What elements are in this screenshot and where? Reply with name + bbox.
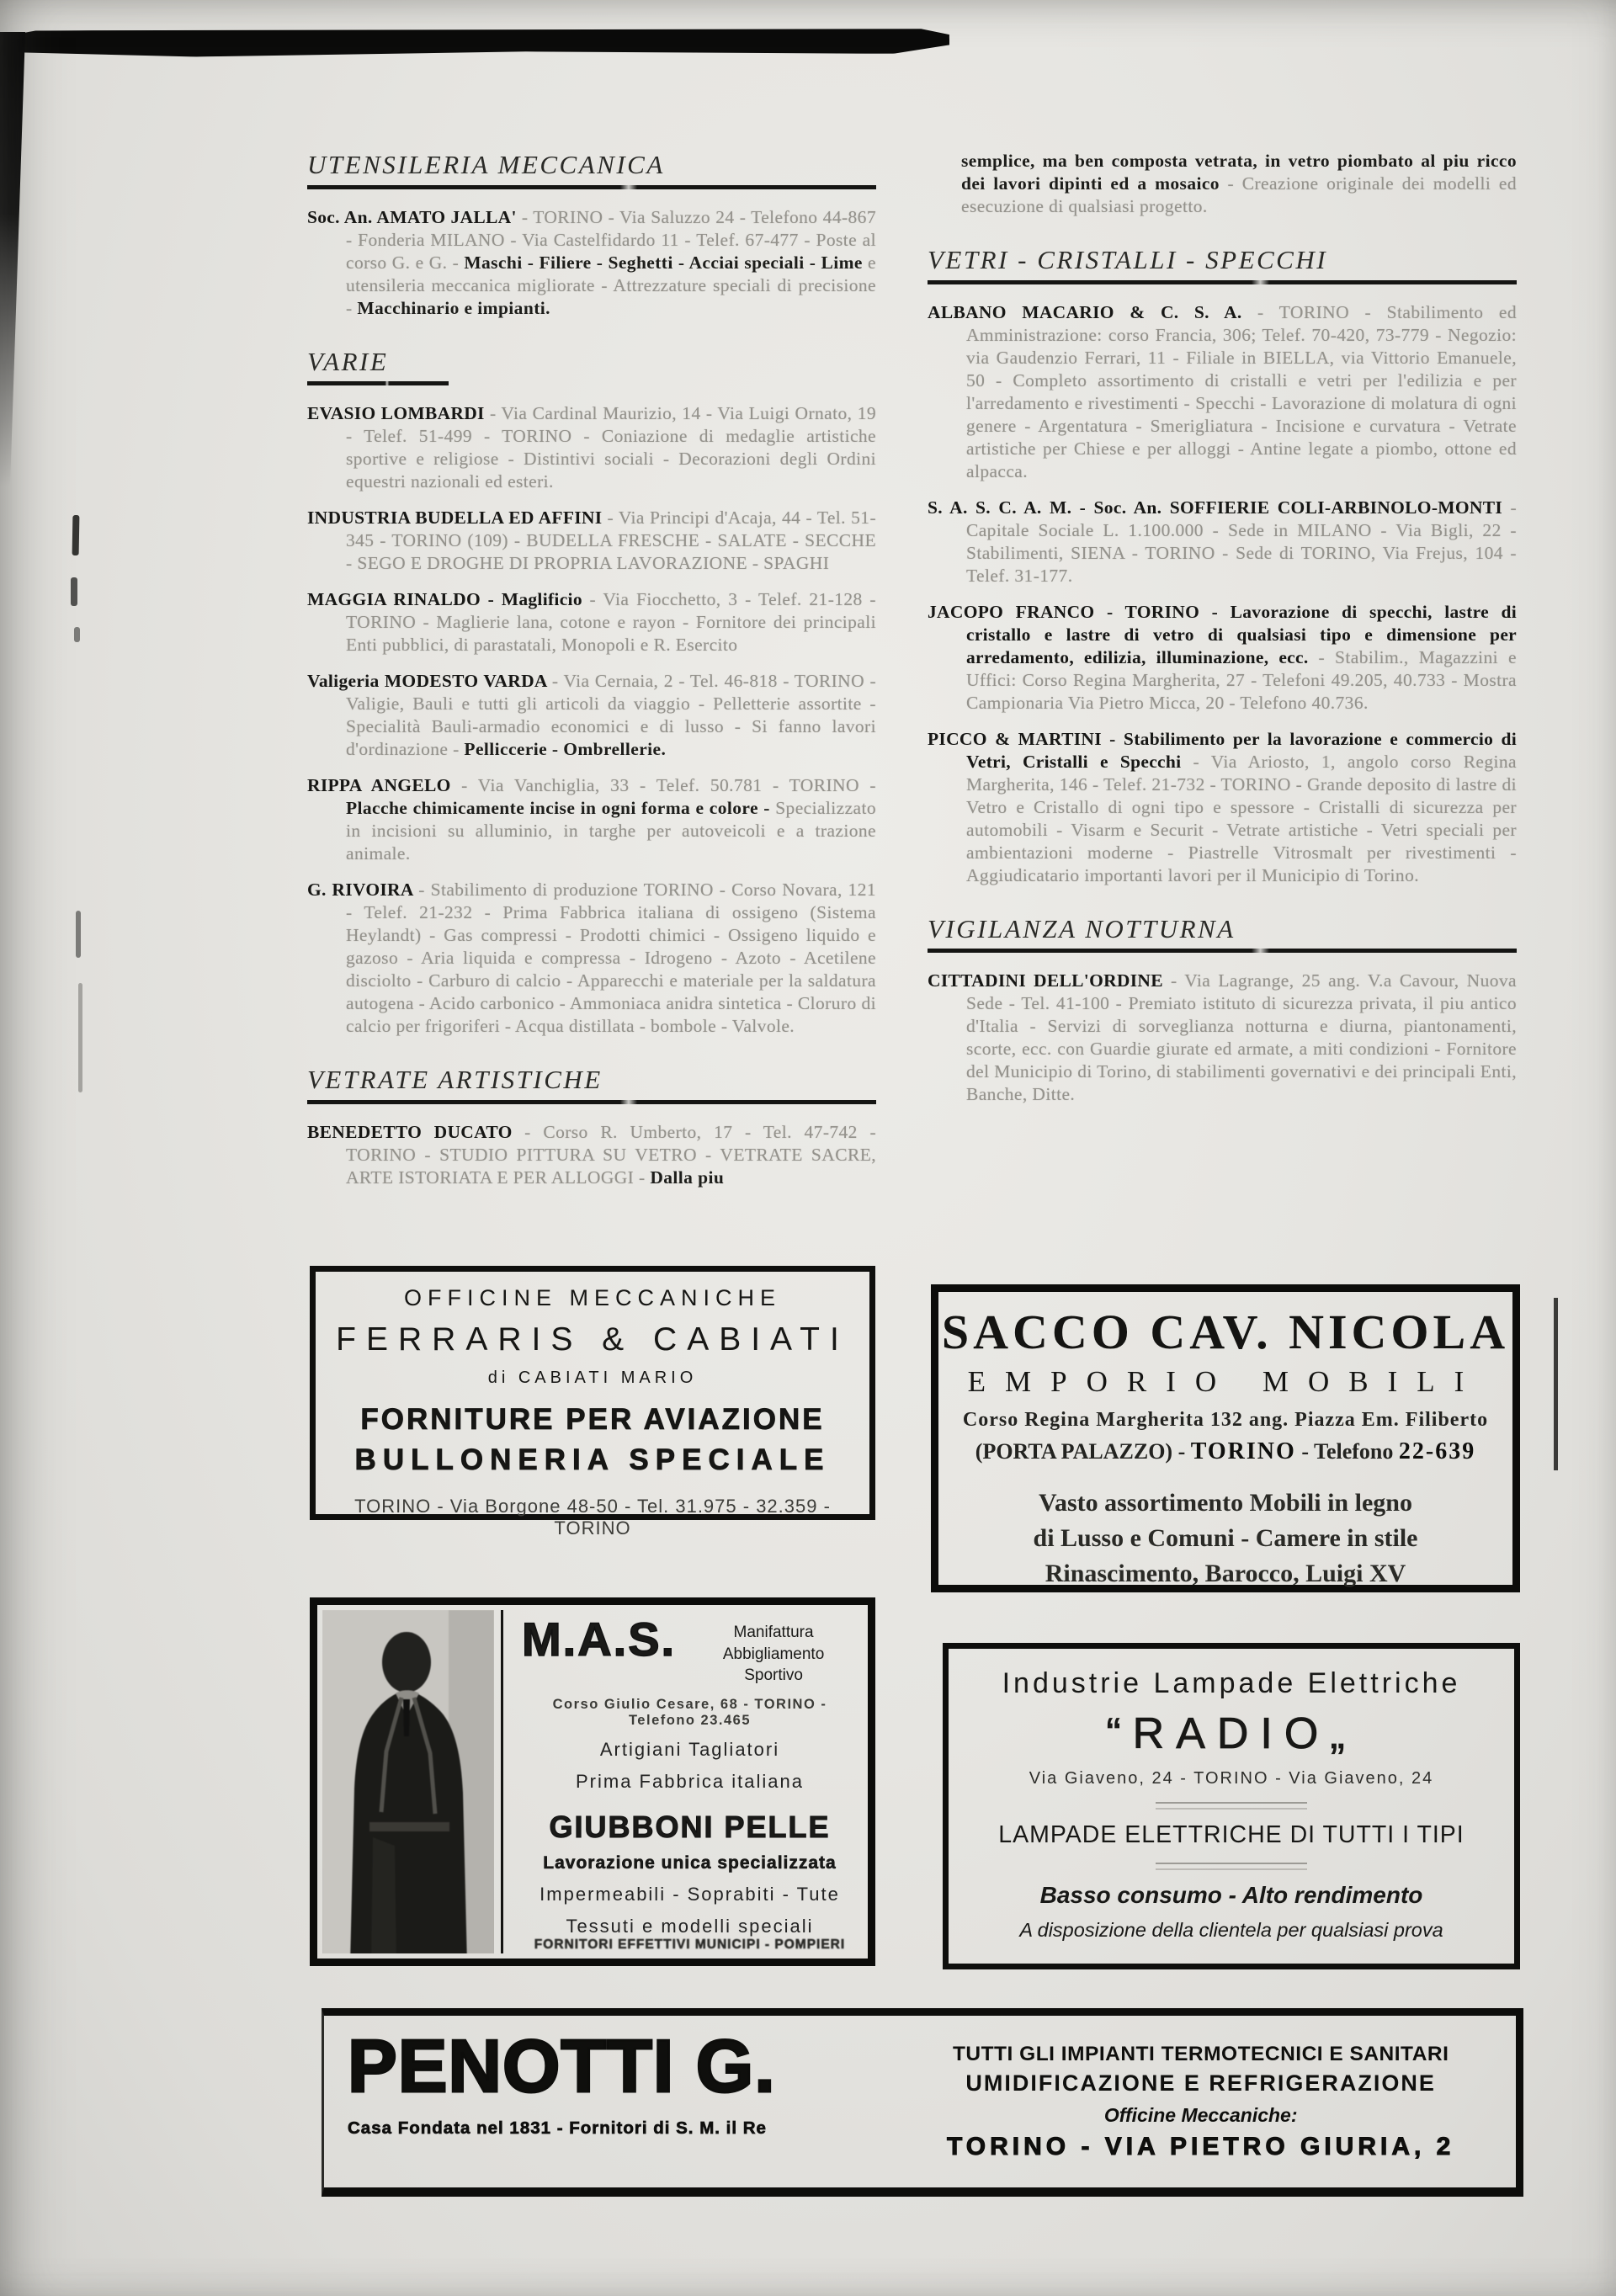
listing-text-run: semplice, ma ben composta vetrata, in vetro piombato al piu ricco dei lavori dipinti ed a mosaico: [961, 151, 1517, 194]
heading-rule: [928, 949, 1517, 953]
ad-ferraris-headline-1: FORNITURE PER AVIAZIONE: [360, 1403, 825, 1436]
directory-listing: [307, 206, 876, 320]
ad-radio-note: A disposizione della clientela per qualsiasi prova: [1019, 1919, 1443, 1941]
listing-text-run: Dalla piu: [650, 1167, 725, 1188]
ad-radio-headline: LAMPADE ELETTRICHE DI TUTTI I TIPI: [998, 1821, 1464, 1848]
listing-text-run: - Capitale Sociale L. 1.100.000 - Sede in MILANO - Via Bigli, 22 - Stabilimenti, SIENA - TORINO - Sede di TORINO, Via Frejus, 104 - Telef. 31-177.: [966, 497, 1517, 586]
right-column: [928, 150, 1517, 1119]
ad-radio-kicker: Industrie Lampade Elettriche: [1002, 1667, 1461, 1699]
ad-mas-subhead: Lavorazione unica specializzata: [543, 1852, 837, 1873]
ad-radio-slogan: Basso consumo - Alto rendimento: [1039, 1882, 1423, 1908]
section-heading-text: VETRI - CRISTALLI - SPECCHI: [928, 245, 1328, 274]
divider-rule: [1156, 1802, 1307, 1810]
ad-radio-address: Via Giaveno, 24 - TORINO - Via Giaveno, 24: [1029, 1769, 1434, 1788]
listing-text-run: Valigeria MODESTO VARDA: [307, 671, 552, 692]
listing-text-run: - Via Vanchiglia, 33 - Telef. 50.781 - TORINO -: [461, 775, 876, 796]
directory-listing: [928, 301, 1517, 483]
ad-ferraris-cabiati: [310, 1266, 875, 1539]
ad-sacco-title: SACCO CAV. NICOLA: [941, 1305, 1510, 1359]
listing-text-run: JACOPO FRANCO - TORINO - Lavorazione di specchi, lastre di cristallo e lastre di vetro di qualsiasi tipo e dimensione per arredamento, edilizia, illuminazione, ecc.: [928, 601, 1517, 667]
listing-text-run: Specializzato in incisioni su alluminio, in targhe per autoveicoli e a trazione animale.: [346, 798, 876, 864]
directory-listing: [307, 879, 876, 1038]
ad-ferraris-title: FERRARIS & CABIATI: [336, 1321, 849, 1358]
listing-text-run: - Via Lagrange, 25 ang. V.a Cavour, Nuova Sede - Tel. 41-100 - Premiato istituto di sicurezza privata, il piu antico d'Italia - Servizi di sorveglianza notturna e diurna, piantonamenti, scorte, ecc. con Guardie giurate ed armate, a miti condizioni - Fornitore del Municipio di Torino, di stabilimenti governativi e dei principali Enti, Banche, Ditte.: [966, 970, 1517, 1105]
listing-text-run: ALBANO MACARIO & C. S. A.: [928, 301, 1258, 322]
scan-artifact-right-line: [1554, 1298, 1558, 1470]
listing-text-run: - Via Fiocchetto, 3 - Telef. 21-128 - TORINO - Maglierie lana, cotone e rayon - Fornitore dei principali Enti pubblici, di parastatali, Monopoli e R. Esercito: [346, 589, 876, 656]
listing-text-run: - Via Ariosto, 1, angolo corso Regina Margherita, 146 - Telef. 21-732 - TORINO - Grande deposito di lastre di Vetro e Cristallo di ogni tipo e spessore - Cristalli di sicurezza per automobili - Visarm e Securit - Vetrate artistiche - Vetri speciali per ambientazioni moderne - Piastrelle Vitrosmalt per rivestimenti - Aggiudicatario importanti lavori per il Municipio di Torino.: [966, 751, 1517, 885]
section-heading-text: VETRATE ARTISTICHE: [307, 1065, 603, 1095]
listing-text-run: PICCO & MARTINI - Stabilimento per la lavorazione e commercio di Vetri, Cristalli e Specchi: [928, 728, 1517, 772]
ad-ferraris-address: TORINO - Via Borgone 48-50 - Tel. 31.975 - 32.359 - TORINO: [354, 1496, 831, 1539]
listing-text-run: - Corso R. Umberto, 17 - Tel. 47-742 - TORINO - STUDIO PITTURA SU VETRO - VETRATE SACRE, ARTE ISTORIATA E PER ALLOGGI -: [346, 1121, 876, 1188]
ad-penotti-title: PENOTTI G.: [348, 2024, 776, 2107]
ad-sacco-body: [938, 1485, 1512, 1592]
listing-text-run: - Via Cardinal Maurizio, 14 - Via Luigi Ornato, 19 - Telef. 51-499 - TORINO - Coniazione di medaglie artistiche sportive e religiose - Distintivi sociali - Decorazioni degli Ordini equestri nazionali ed esteri.: [346, 403, 876, 492]
ad-ferraris-headline-2: BULLONERIA SPECIALE: [354, 1443, 831, 1476]
heading-rule: [307, 381, 449, 385]
scan-artifact-dash: [74, 627, 80, 642]
listing-text-run: - TORINO - Stabilimento ed Amministrazione: corso Francia, 306; Telef. 70-420, 73-779 - Negozio: via Gaudenzio Ferrari, 11 - Filiale in BIELLA, via Vittorio Emanuele, 50 - Completo assortimento di cristalli e vetri per l'edilizia e per l'arredamento e rivestimenti - Specchi - Lavorazione di molatura di ogni genere - Argentatura - Smerigliatura - Incisione e curvatura - Vetrate artistiche per Chiese e per alloggi - Antine legate a piombo, ottone ed alpacca.: [966, 301, 1517, 481]
ad-sacco-body-line: Rinascimento, Barocco, Luigi XV: [1045, 1560, 1406, 1587]
listing-text-run: INDUSTRIA BUDELLA ED AFFINI: [307, 508, 608, 529]
ad-sacco-subtitle: EMPORIO MOBILI: [967, 1365, 1484, 1398]
divider-rule: [1156, 1863, 1307, 1870]
ad-penotti-line-4: TORINO - VIA PIETRO GIURIA, 2: [946, 2132, 1455, 2160]
ad-mas-line: Impermeabili - Soprabiti - Tute: [540, 1883, 840, 1905]
scan-artifact-dash: [76, 911, 81, 958]
directory-listing: [307, 1121, 876, 1189]
listing-text-run: EVASIO LOMBARDI: [307, 403, 490, 424]
section-heading: [307, 348, 876, 386]
directory-listing: [307, 774, 876, 865]
ad-mas: [310, 1597, 875, 1966]
ad-mas-logo: M.A.S.: [522, 1613, 677, 1666]
directory-listing: [307, 402, 876, 493]
section-heading-text: VIGILANZA NOTTURNA: [928, 913, 1236, 943]
listing-text-run: RIPPA ANGELO: [307, 775, 462, 796]
scan-artifact-top-bar: [8, 27, 949, 58]
photo-divider-rule: [501, 1610, 503, 1953]
ad-sacco-body-line: Vasto assortimento Mobili in legno: [1039, 1489, 1412, 1517]
ad-penotti-subtitle: Casa Fondata nel 1831 - Fornitori di S. M. il Re: [348, 2118, 767, 2138]
listing-text-run: Placche chimicamente incise in ogni forma e colore -: [346, 798, 776, 819]
listing-text-run: Soc. An. AMATO JALLA': [307, 206, 522, 227]
ad-sacco-nicola: [931, 1284, 1520, 1592]
section-heading: [928, 247, 1517, 284]
ad-penotti-right: [896, 2016, 1516, 2187]
directory-listing: [928, 970, 1517, 1106]
ad-mas-headline: GIUBBONI PELLE: [549, 1809, 831, 1844]
ad-penotti-line-2: UMIDIFICAZIONE E REFRIGERAZIONE: [965, 2070, 1436, 2096]
listing-text-run: - TORINO - Via Saluzzo 24 - Telefono 44-867 - Fonderia MILANO - Via Castelfidardo 11 - Telef. 67-477 - Poste al corso G. e G. -: [346, 206, 876, 273]
section-heading-text: VARIE: [307, 346, 389, 376]
section-heading-text: UTENSILERIA MECCANICA: [307, 150, 665, 179]
ad-ferraris-owner: di CABIATI MARIO: [487, 1369, 698, 1387]
heading-rule: [928, 280, 1517, 284]
listing-text-run: - Stabilim., Magazzini e Uffici: Corso Regina Margherita, 27 - Telefoni 49.205, 40.733 - Mostra Campionaria Via Pietro Micca, 20 - Telefono 40.736.: [966, 646, 1517, 713]
ad-penotti-left: [324, 2016, 896, 2187]
section-heading: [928, 913, 1517, 954]
ad-penotti: [322, 2008, 1523, 2197]
listing-text-run: G. RIVOIRA: [307, 880, 419, 901]
ad-mas-address: Corso Giulio Cesare, 68 - TORINO - Telefono 23.465: [552, 1696, 827, 1728]
listing-text-run: - Via Principi d'Acaja, 44 - Tel. 51-345 - TORINO (109) - BUDELLA FRESCHE - SALATE - SECCHE - SEGO E DROGHE DI PROPRIA LAVORAZIONE - SPAGHI: [346, 508, 876, 574]
directory-listing: [928, 601, 1517, 715]
listing-text-run: - Stabilimento di produzione TORINO - Corso Novara, 121 - Telef. 21-232 - Prima Fabbrica italiana di ossigeno (Sistema Heylandt) - Gas compressi - Prodotti chimici - Ossigeno liquido e gazoso - Aria liquida e compressa - Idrogeno - Azoto - Acetilene disciolto - Carburo di calcio - Apparecchi e materiale per la saldatura autogena - Acido carbonico - Ammoniaca anidra sintetica - Cloruro di calcio per frigoriferi - Acqua distillata - bombole - Valvole.: [346, 880, 876, 1037]
listing-text-run: Maschi - Filiere - Seghetti - Acciai speciali - Lime: [464, 252, 869, 273]
ad-sacco-address-mid: - Telefono: [1295, 1439, 1399, 1464]
ad-radio-lampade: [943, 1643, 1520, 1969]
ad-mas-footer: FORNITORI EFFETTIVI MUNICIPI - POMPIERI: [534, 1937, 846, 1952]
ad-penotti-line-3: Officine Meccaniche:: [1103, 2103, 1298, 2126]
section-heading: [307, 151, 876, 189]
ad-mas-tag-2: Sportivo: [744, 1666, 803, 1685]
ad-mas-tagline: [689, 1618, 858, 1687]
directory-listing: [307, 670, 876, 761]
ad-mas-line: Tessuti e modelli speciali: [566, 1915, 814, 1937]
left-column: [307, 151, 876, 1203]
ad-sacco-city: TORINO: [1190, 1438, 1296, 1464]
model-photo: [322, 1610, 494, 1953]
ad-ferraris-kicker: OFFICINE MECCANICHE: [403, 1285, 781, 1310]
listing-text-run: - Creazione originale dei modelli ed esecuzione di qualsiasi progetto.: [961, 173, 1517, 216]
listing-text-run: - Via Cernaia, 2 - Tel. 46-818 - TORINO - Valigie, Bauli e tutti gli articoli da viaggio - Pelletterie assortite - Specialità Bauli-armadio economici e di lusso - Si fanno lavori d'ordinazione -: [346, 671, 877, 760]
scan-artifact-left-strip: [0, 32, 25, 486]
ad-sacco-address-2: [938, 1438, 1512, 1465]
ad-sacco-address-1: Corso Regina Margherita 132 ang. Piazza Em. Filiberto: [962, 1409, 1489, 1431]
ad-mas-body: [512, 1605, 868, 1959]
directory-listing: [928, 497, 1517, 587]
directory-listing: [307, 588, 876, 656]
ad-radio-brand: “RADIO„: [1106, 1709, 1357, 1758]
listing-text-run: Macchinario e impianti.: [357, 297, 550, 318]
ad-mas-line: Artigiani Tagliatori: [599, 1738, 780, 1760]
scan-artifact-dash: [78, 983, 82, 1092]
scan-artifact-dash: [71, 577, 77, 606]
ad-mas-header: [522, 1613, 858, 1687]
man-in-leather-coat-silhouette: [322, 1610, 494, 1953]
listing-text-run: S. A. S. C. A. M. - Soc. An. SOFFIERIE COLI-ARBINOLO-MONTI: [928, 497, 1511, 518]
directory-listing: [928, 728, 1517, 887]
directory-listing: [307, 507, 876, 575]
heading-rule: [307, 1100, 876, 1104]
continued-listing: [928, 150, 1517, 218]
ad-mas-line: Prima Fabbrica italiana: [576, 1770, 804, 1792]
ad-sacco-phone: 22-639: [1398, 1438, 1476, 1464]
listing-text-run: MAGGIA RINALDO - Maglificio: [307, 589, 590, 610]
listing-text-run: Pelliccerie - Ombrellerie.: [464, 739, 667, 760]
ad-penotti-line-1: TUTTI GLI IMPIANTI TERMOTECNICI E SANITARI: [952, 2042, 1449, 2065]
section-heading: [307, 1066, 876, 1104]
ad-sacco-body-line: di Lusso e Comuni - Camere in stile: [1033, 1524, 1418, 1552]
listing-text-run: e utensileria meccanica migliorate - Attrezzature speciali di precisione -: [346, 252, 876, 318]
listing-text-run: CITTADINI DELL'ORDINE: [928, 970, 1171, 991]
scan-artifact-dash: [72, 515, 80, 555]
ad-mas-tag-1: Manifattura Abbigliamento: [722, 1624, 825, 1663]
heading-rule: [307, 185, 876, 189]
ad-sacco-address-pre: (PORTA PALAZZO) -: [975, 1439, 1191, 1464]
listing-text-run: BENEDETTO DUCATO: [307, 1121, 525, 1142]
